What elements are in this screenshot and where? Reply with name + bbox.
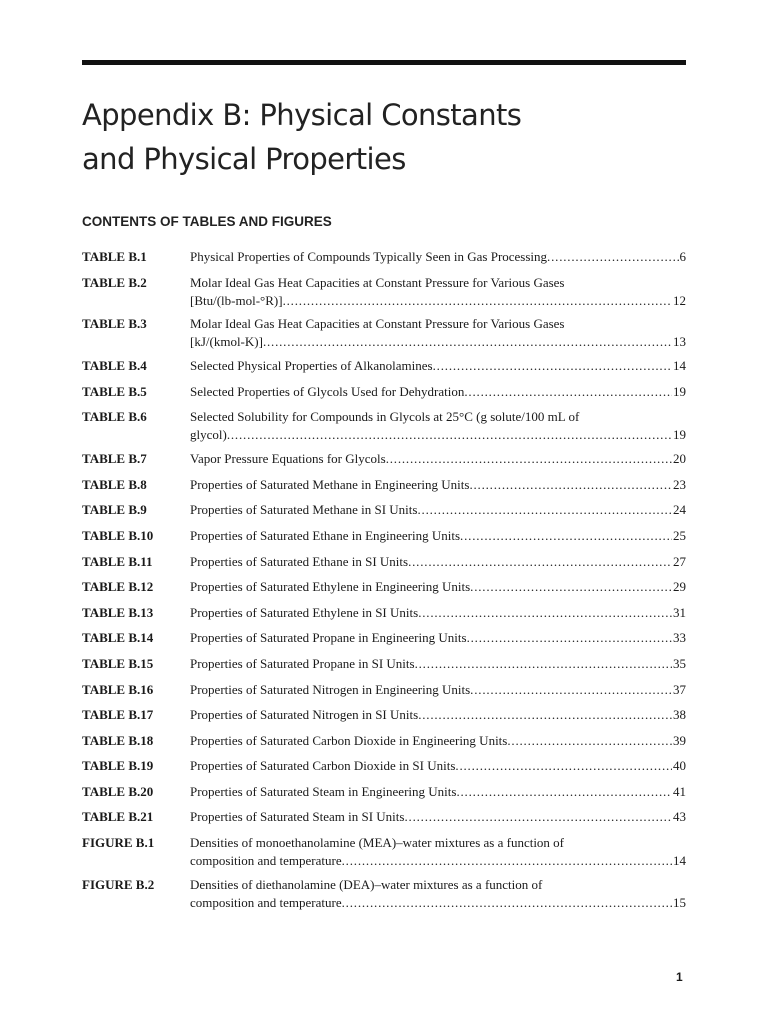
toc-entry-title-text: composition and temperature [190,894,342,910]
toc-entry-label: TABLE B.10 [82,527,154,543]
toc-entry[interactable] [82,757,686,775]
toc-entry-title-line [190,852,686,870]
dot-leader [547,248,678,266]
toc-entry-page-number: 6 [679,249,686,264]
toc-entry-title-line [190,408,686,426]
toc-entry[interactable] [82,876,686,912]
toc-entry-title-line [190,501,686,519]
toc-entry-title-line [190,553,686,571]
toc-entry-title-line [190,732,686,750]
toc-entry[interactable] [82,629,686,647]
toc-entry-page-number: 14 [673,853,686,869]
toc-entry[interactable] [82,476,686,494]
dot-leader [408,553,672,571]
toc-entry-title-line [190,655,686,673]
toc-entry[interactable] [82,315,686,351]
toc-entry-title-line [190,426,686,444]
toc-entry-title [190,732,686,750]
toc-entry-title-line [190,274,686,292]
page-title-line-1: Appendix B: Physical Constants [82,98,522,132]
toc-entry-title-line [190,681,686,699]
toc-entry-label: TABLE B.2 [82,274,147,290]
dot-leader [467,629,672,647]
toc-entry-title-text: Molar Ideal Gas Heat Capacities at Constant Pressure for Various Gases [190,316,565,332]
toc-entry-label: TABLE B.9 [82,502,147,518]
contents-list [82,248,686,918]
toc-entry-title [190,315,686,351]
toc-entry-title-text: Properties of Saturated Methane in Engineering Units [190,476,470,492]
dot-leader [342,852,672,870]
toc-entry[interactable] [82,578,686,596]
toc-entry-page-number: 12 [673,292,686,308]
toc-entry-label: TABLE B.16 [82,681,154,697]
toc-entry-title-text: [kJ/(kmol-K)] [190,334,263,350]
toc-entry-title-line [190,783,686,801]
dot-leader [455,757,672,775]
toc-entry-title-line [190,248,686,266]
toc-entry-title-text: Properties of Saturated Carbon Dioxide in SI Units [190,758,456,774]
toc-entry-label: TABLE B.12 [82,579,154,595]
dot-leader [263,333,672,351]
toc-entry-label: TABLE B.21 [82,809,154,825]
toc-entry-title-line [190,357,686,375]
toc-entry-title-text: Properties of Saturated Ethane in Engineering Units [190,527,461,543]
toc-entry-label: TABLE B.6 [82,409,147,425]
toc-entry-label: TABLE B.11 [82,553,153,569]
toc-entry-page-number: 33 [673,630,686,646]
dot-leader [283,292,672,310]
toc-entry-title [190,808,686,826]
toc-entry-page-number: 14 [673,358,686,374]
toc-entry-title [190,501,686,519]
toc-entry-title-line [190,527,686,545]
dot-leader [469,476,672,494]
toc-entry-title-text: Properties of Saturated Methane in SI Units [190,502,418,518]
toc-entry-page-number: 19 [673,383,686,399]
toc-entry-title [190,274,686,310]
toc-entry[interactable] [82,501,686,519]
toc-entry-title [190,757,686,775]
dot-leader [404,808,672,826]
toc-entry-title [190,629,686,647]
toc-entry-title [190,527,686,545]
dot-leader [386,450,672,468]
toc-entry-page-number: 27 [673,553,686,569]
toc-entry-title-line [190,604,686,622]
toc-entry-page-number: 24 [673,502,686,518]
toc-entry-page-number: 40 [673,758,686,774]
toc-entry-title [190,655,686,673]
toc-entry-title-text: Properties of Saturated Propane in Engineering Units [190,630,467,646]
dot-leader [417,501,672,519]
toc-entry-page-number: 37 [673,681,686,697]
toc-entry-title-text: glycol) [190,427,227,443]
toc-entry-label: TABLE B.18 [82,732,154,748]
toc-entry-title-text: Properties of Saturated Ethylene in SI Units [190,604,419,620]
dot-leader [464,383,672,401]
toc-entry[interactable] [82,357,686,375]
toc-entry-label: TABLE B.3 [82,316,147,332]
toc-entry-title-text: Properties of Saturated Ethylene in Engineering Units [190,579,471,595]
dot-leader [342,894,672,912]
toc-entry-title [190,553,686,571]
toc-entry-title [190,408,686,444]
toc-entry[interactable] [82,834,686,870]
toc-entry-title-text: Properties of Saturated Propane in SI Units [190,655,415,671]
toc-entry-title-line [190,834,686,852]
toc-entry-page-number: 31 [673,604,686,620]
toc-entry-page-number: 25 [673,527,686,543]
toc-entry-title-line [190,876,686,894]
toc-entry-title [190,834,686,870]
toc-entry-title-text: Properties of Saturated Ethane in SI Units [190,553,409,569]
dot-leader [415,655,672,673]
toc-entry-title-text: Properties of Saturated Steam in SI Units [190,809,405,825]
dot-leader [456,783,672,801]
toc-entry-title-line [190,292,686,310]
toc-entry-label: TABLE B.20 [82,783,154,799]
toc-entry-page-number: 29 [673,579,686,595]
toc-entry-title [190,450,686,468]
toc-entry-label: TABLE B.15 [82,655,154,671]
toc-entry-title-text: Physical Properties of Compounds Typically Seen in Gas Processing [190,249,548,264]
toc-entry-label: TABLE B.1 [82,249,147,264]
toc-entry-label: TABLE B.13 [82,604,154,620]
toc-entry-title [190,357,686,375]
toc-entry-label: TABLE B.19 [82,758,154,774]
toc-entry-page-number: 41 [673,783,686,799]
dot-leader [418,604,672,622]
dot-leader [418,706,672,724]
toc-entry-title-line [190,333,686,351]
toc-entry-label: TABLE B.14 [82,630,154,646]
toc-entry-title-line [190,315,686,333]
toc-entry-title-line [190,706,686,724]
toc-entry[interactable] [82,383,686,401]
toc-entry-label: TABLE B.8 [82,476,147,492]
toc-entry-title [190,383,686,401]
toc-entry-label: TABLE B.5 [82,383,147,399]
toc-entry-title-line [190,808,686,826]
toc-entry-title [190,706,686,724]
dot-leader [507,732,672,750]
toc-entry-page-number: 43 [673,809,686,825]
toc-entry-title [190,248,686,266]
toc-entry-page-number: 15 [673,894,686,910]
toc-entry-title [190,783,686,801]
toc-entry-title [190,476,686,494]
toc-entry-title-line [190,383,686,401]
toc-entry-page-number: 13 [673,334,686,350]
toc-entry-title-text: Properties of Saturated Steam in Engineering Units [190,783,457,799]
toc-entry-page-number: 39 [673,732,686,748]
toc-entry-title-text: Selected Physical Properties of Alkanolamines [190,358,433,374]
toc-entry[interactable] [82,732,686,750]
toc-entry-title-text: Vapor Pressure Equations for Glycols [190,451,386,467]
toc-entry-title-text: Properties of Saturated Nitrogen in Engineering Units [190,681,471,697]
section-heading: CONTENTS OF TABLES AND FIGURES [82,214,332,229]
page-title-line-2: and Physical Properties [82,142,406,176]
toc-entry[interactable] [82,553,686,571]
toc-entry-title-text: Properties of Saturated Carbon Dioxide in Engineering Units [190,732,508,748]
toc-entry[interactable] [82,808,686,826]
toc-entry-title-line [190,894,686,912]
toc-entry-title [190,681,686,699]
toc-entry[interactable] [82,655,686,673]
toc-entry-title-line [190,757,686,775]
toc-entry[interactable] [82,681,686,699]
toc-entry-title-text: Selected Solubility for Compounds in Glycols at 25°C (g solute/100 mL of [190,409,580,425]
toc-entry-page-number: 19 [673,427,686,443]
toc-entry-page-number: 35 [673,655,686,671]
toc-entry[interactable] [82,604,686,622]
dot-leader [470,681,672,699]
top-rule [82,60,686,65]
toc-entry-label: FIGURE B.1 [82,835,155,851]
toc-entry-title-text: Molar Ideal Gas Heat Capacities at Constant Pressure for Various Gases [190,274,565,290]
toc-entry-label: TABLE B.4 [82,358,147,374]
toc-entry-title [190,604,686,622]
toc-entry-label: TABLE B.7 [82,451,147,467]
toc-entry[interactable] [82,450,686,468]
toc-entry[interactable] [82,408,686,444]
toc-entry-page-number: 23 [673,476,686,492]
toc-entry-title [190,876,686,912]
toc-entry-title-line [190,450,686,468]
toc-entry-label: TABLE B.17 [82,707,154,723]
toc-entry-title-text: Densities of diethanolamine (DEA)–water mixtures as a function of [190,876,543,892]
toc-entry-title-line [190,629,686,647]
toc-entry-page-number: 20 [673,451,686,467]
dot-leader [227,426,672,444]
toc-entry-title-text: Properties of Saturated Nitrogen in SI Units [190,707,419,723]
toc-entry[interactable] [82,527,686,545]
toc-entry-title-text: Densities of monoethanolamine (MEA)–water mixtures as a function of [190,835,565,851]
toc-entry-title-text: Selected Properties of Glycols Used for Dehydration [190,383,465,399]
page-title [82,93,686,181]
toc-entry-label: FIGURE B.2 [82,876,155,892]
toc-entry-title-line [190,476,686,494]
toc-entry-title-line [190,578,686,596]
page-number: 1 [676,970,683,984]
toc-entry[interactable] [82,706,686,724]
toc-entry-page-number: 38 [673,707,686,723]
toc-entry[interactable] [82,274,686,310]
toc-entry-title [190,578,686,596]
dot-leader [433,357,672,375]
toc-entry-title-text: composition and temperature [190,853,342,869]
dot-leader [470,578,672,596]
dot-leader [460,527,672,545]
toc-entry-title-text: [Btu/(lb-mol-°R)] [190,292,283,308]
toc-entry[interactable] [82,248,686,266]
toc-entry[interactable] [82,783,686,801]
